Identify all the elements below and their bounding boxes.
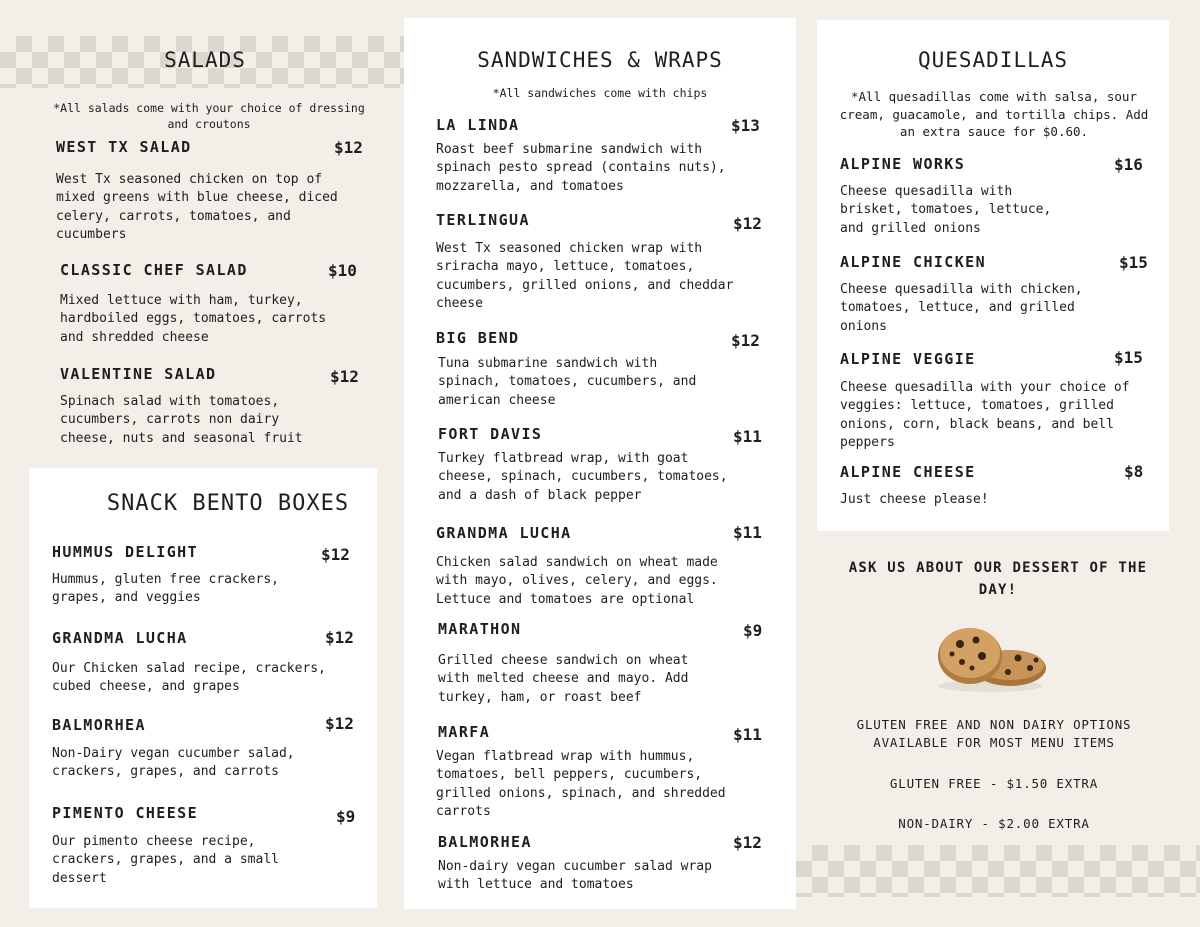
- quesadilla-desc: Cheese quesadilla with chicken, tomatoes, lettuce, and grilled onions: [840, 282, 1083, 334]
- sandwich-name: TERLINGUA: [436, 211, 530, 229]
- quesadilla-desc: Just cheese please!: [840, 492, 989, 507]
- sandwich-desc: Tuna submarine sandwich with spinach, tomatoes, cucumbers, and american cheese: [438, 356, 697, 408]
- sandwiches-title: SANDWICHES & WRAPS: [477, 48, 723, 72]
- bento-price: $12: [325, 714, 354, 733]
- quesadilla-price: $15: [1119, 253, 1148, 272]
- salad-price: $10: [328, 261, 357, 280]
- bento-desc: Non-Dairy vegan cucumber salad, crackers, grapes, and carrots: [52, 746, 295, 780]
- sandwich-price: $11: [733, 427, 762, 446]
- salad-name: WEST TX SALAD: [56, 138, 192, 156]
- bento-price: $9: [336, 807, 356, 826]
- cookie-image: [932, 618, 1054, 694]
- quesadilla-desc: Cheese quesadilla with your choice of veggies: lettuce, tomatoes, grilled onions, corn, black beans, and bell peppers: [840, 380, 1130, 450]
- sandwich-name: BIG BEND: [436, 329, 520, 347]
- salad-price: $12: [330, 367, 359, 386]
- bento-name: PIMENTO CHEESE: [52, 804, 199, 822]
- bento-price: $12: [325, 628, 354, 647]
- quesadilla-name: ALPINE WORKS: [840, 155, 966, 173]
- quesadilla-price: $8: [1124, 462, 1144, 481]
- sandwich-name: MARFA: [438, 723, 491, 741]
- sandwich-desc: Vegan flatbread wrap with hummus, tomatoes, bell peppers, cucumbers, grilled onions, spinach, and shredded carrots: [436, 749, 726, 819]
- sandwich-desc: Roast beef submarine sandwich with spinach pesto spread (contains nuts), mozzarella, and tomatoes: [436, 142, 726, 194]
- sandwich-name: BALMORHEA: [438, 833, 532, 851]
- bento-title: SNACK BENTO BOXES: [106, 491, 350, 516]
- sandwich-price: $11: [733, 523, 762, 542]
- dessert-note: ASK US ABOUT OUR DESSERT OF THE DAY!: [848, 560, 1148, 598]
- bento-desc: Our pimento cheese recipe, crackers, grapes, and a small dessert: [52, 834, 279, 886]
- salad-name: VALENTINE SALAD: [60, 365, 217, 383]
- dietary-options-note: GLUTEN FREE AND NON DAIRY OPTIONS AVAILABLE FOR MOST MENU ITEMS: [856, 717, 1132, 750]
- quesadilla-desc: Cheese quesadilla with brisket, tomatoes, lettuce, and grilled onions: [840, 184, 1052, 236]
- sandwiches-note: *All sandwiches come with chips: [492, 86, 708, 100]
- salad-desc: West Tx seasoned chicken on top of mixed greens with blue cheese, diced celery, carrots, tomatoes, and cucumbers: [56, 172, 338, 242]
- bento-price: $12: [321, 545, 350, 564]
- sandwich-name: MARATHON: [438, 620, 522, 638]
- quesadillas-title: QUESADILLAS: [917, 48, 1069, 72]
- salad-name: CLASSIC CHEF SALAD: [60, 261, 248, 279]
- sandwich-price: $12: [733, 833, 762, 852]
- bento-desc: Our Chicken salad recipe, crackers, cubed cheese, and grapes: [52, 661, 326, 695]
- sandwich-price: $13: [731, 116, 760, 135]
- salads-title: SALADS: [164, 48, 246, 72]
- non-dairy-price: NON-DAIRY - $2.00 EXTRA: [898, 816, 1090, 831]
- sandwich-price: $9: [743, 621, 763, 640]
- bento-name: BALMORHEA: [52, 716, 146, 734]
- sandwich-name: LA LINDA: [436, 116, 520, 134]
- sandwich-name: FORT DAVIS: [438, 425, 543, 443]
- sandwich-price: $11: [733, 725, 762, 744]
- quesadilla-price: $15: [1114, 348, 1143, 367]
- salads-note: *All salads come with your choice of dressing and croutons: [53, 101, 365, 131]
- bento-name: HUMMUS DELIGHT: [52, 543, 199, 561]
- sandwich-desc: Non-dairy vegan cucumber salad wrap with lettuce and tomatoes: [438, 859, 712, 893]
- sandwich-name: GRANDMA LUCHA: [436, 524, 572, 542]
- quesadilla-name: ALPINE CHICKEN: [840, 253, 987, 271]
- sandwich-desc: Grilled cheese sandwich on wheat with melted cheese and mayo. Add turkey, ham, or roast beef: [438, 653, 689, 705]
- bento-desc: Hummus, gluten free crackers, grapes, and veggies: [52, 572, 279, 606]
- gluten-free-price: GLUTEN FREE - $1.50 EXTRA: [889, 776, 1099, 791]
- quesadilla-name: ALPINE VEGGIE: [840, 350, 976, 368]
- quesadilla-name: ALPINE CHEESE: [840, 463, 976, 481]
- salad-price: $12: [334, 138, 363, 157]
- quesadillas-note: *All quesadillas come with salsa, sour cream, guacamole, and tortilla chips. Add an extra sauce for $0.60.: [839, 89, 1149, 139]
- salad-desc: Mixed lettuce with ham, turkey, hardboiled eggs, tomatoes, carrots and shredded cheese: [60, 293, 327, 345]
- sandwich-desc: Turkey flatbread wrap, with goat cheese, spinach, cucumbers, tomatoes, and a dash of black pepper: [438, 451, 728, 503]
- checker-pattern-bottom-right: [796, 845, 1200, 897]
- salad-desc: Spinach salad with tomatoes, cucumbers, carrots non dairy cheese, nuts and seasonal fruit: [60, 394, 303, 446]
- sandwich-desc: West Tx seasoned chicken wrap with sriracha mayo, lettuce, tomatoes, cucumbers, grilled onions, and cheddar cheese: [436, 241, 734, 311]
- sandwich-price: $12: [733, 214, 762, 233]
- bento-name: GRANDMA LUCHA: [52, 629, 188, 647]
- sandwich-desc: Chicken salad sandwich on wheat made with mayo, olives, celery, and eggs. Lettuce and tomatoes are optional: [436, 555, 718, 607]
- quesadilla-price: $16: [1114, 155, 1143, 174]
- sandwich-price: $12: [731, 331, 760, 350]
